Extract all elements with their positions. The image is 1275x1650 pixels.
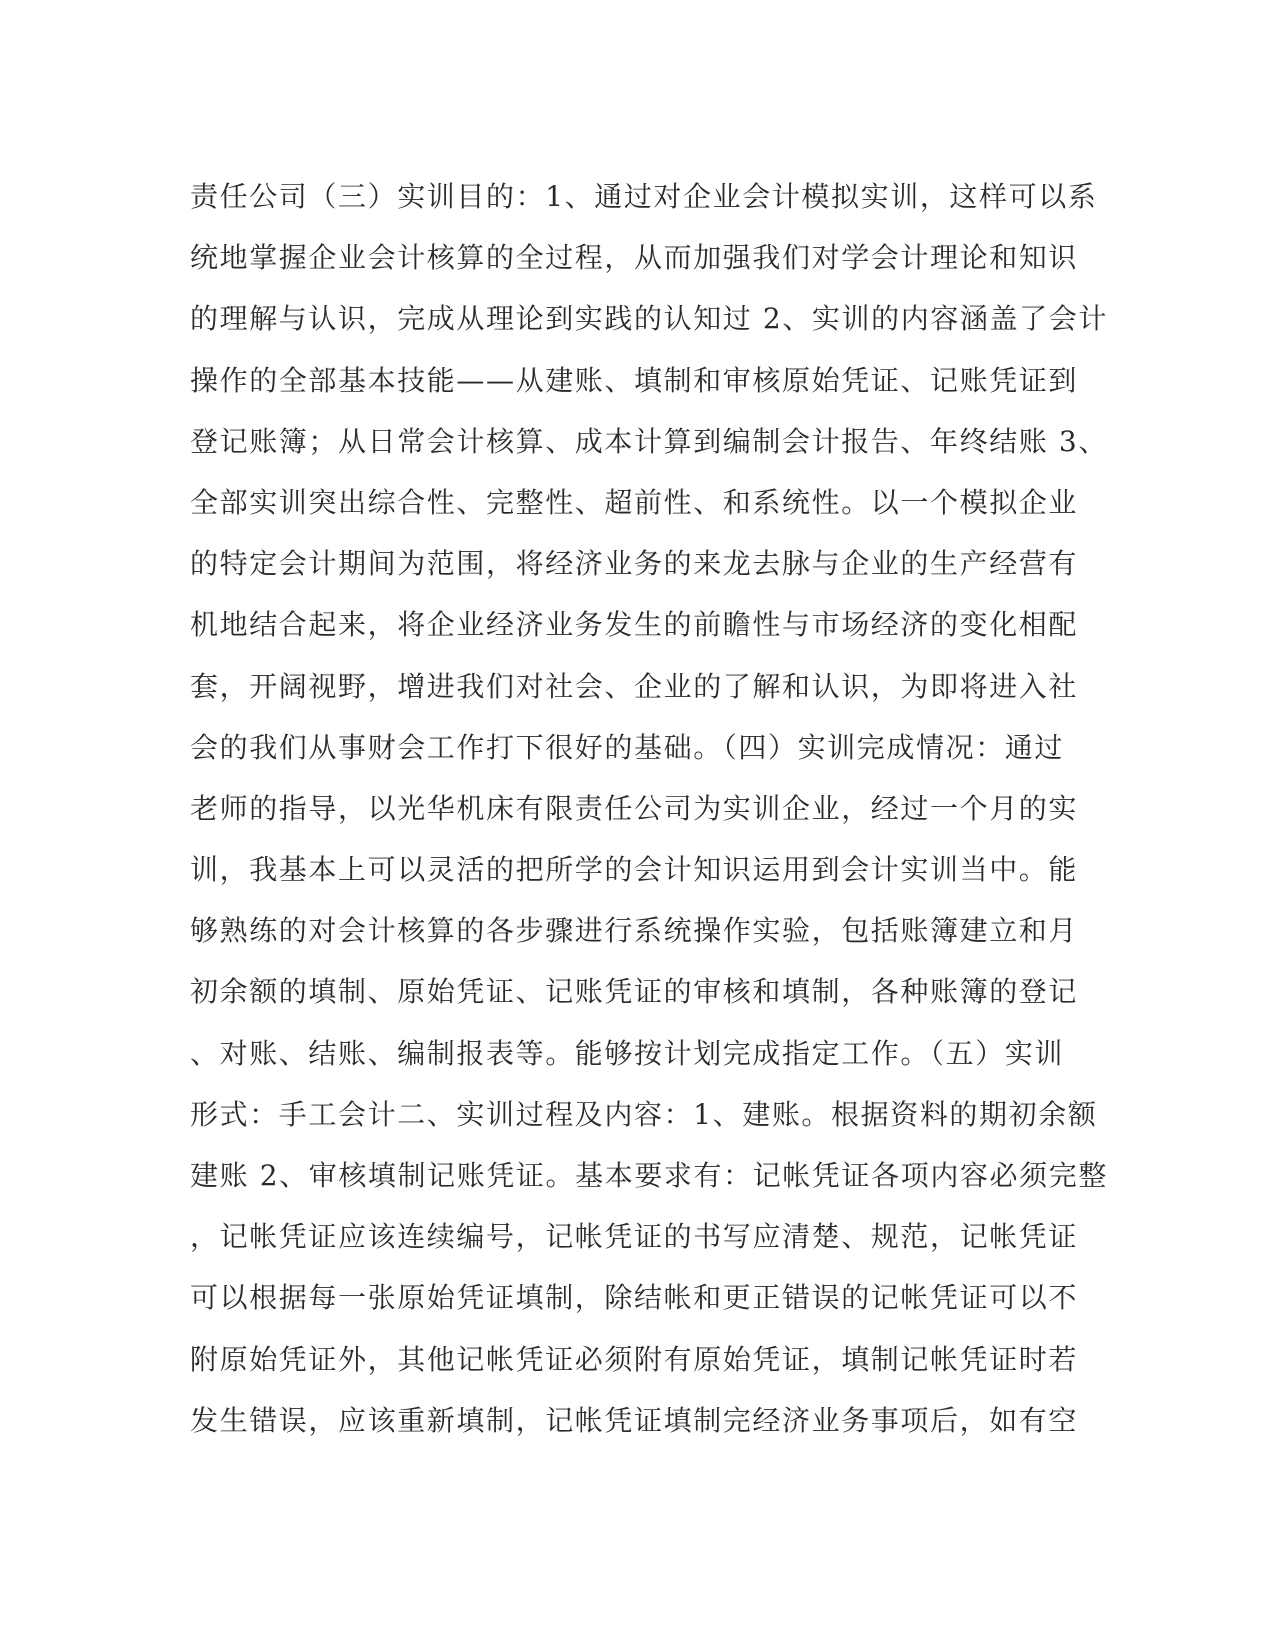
text-line: 发生错误，应该重新填制，记帐凭证填制完经济业务事项后，如有空 (190, 1403, 1079, 1437)
text-line: 套，开阔视野，增进我们对社会、企业的了解和认识，为即将进入社 (190, 669, 1079, 703)
body-text (190, 166, 1108, 1451)
text-line: 初余额的填制、原始凭证、记账凭证的审核和填制，各种账簿的登记 (190, 975, 1079, 1009)
text-line: 、对账、结账、编制报表等。能够按计划完成指定工作。（五）实训 (190, 1036, 1065, 1070)
text-line: 责任公司（三）实训目的：1、通过对企业会计模拟实训，这样可以系 (190, 180, 1098, 213)
text-line: 会的我们从事财会工作打下很好的基础。（四）实训完成情况：通过 (190, 730, 1065, 764)
text-line: 形式：手工会计二、实训过程及内容：1、建账。根据资料的期初余额 (190, 1097, 1098, 1131)
text-line: 操作的全部基本技能——从建账、填制和审核原始凭证、记账凭证到 (190, 363, 1079, 397)
text-line: 的理解与认识，完成从理论到实践的认知过 2、实训的内容涵盖了会计 (190, 302, 1108, 336)
text-line: 够熟练的对会计核算的各步骤进行系统操作实验，包括账簿建立和月 (190, 914, 1079, 948)
text-line: ，记帐凭证应该连续编号，记帐凭证的书写应清楚、规范，记帐凭证 (190, 1220, 1079, 1254)
text-line: 建账 2、审核填制记账凭证。基本要求有：记帐凭证各项内容必须完整 (190, 1159, 1108, 1192)
text-line: 训，我基本上可以灵活的把所学的会计知识运用到会计实训当中。能 (190, 853, 1079, 887)
text-line: 全部实训突出综合性、完整性、超前性、和系统性。以一个模拟企业 (190, 485, 1079, 519)
text-line: 统地掌握企业会计核算的全过程，从而加强我们对学会计理论和知识 (190, 241, 1079, 275)
text-line: 登记账簿；从日常会计核算、成本计算到编制会计报告、年终结账 3、 (190, 424, 1108, 458)
text-line: 老师的指导，以光华机床有限责任公司为实训企业，经过一个月的实 (190, 791, 1079, 825)
text-line: 机地结合起来，将企业经济业务发生的前瞻性与市场经济的变化相配 (190, 608, 1079, 642)
text-line: 的特定会计期间为范围，将经济业务的来龙去脉与企业的生产经营有 (190, 547, 1079, 581)
text-line: 附原始凭证外，其他记帐凭证必须附有原始凭证，填制记帐凭证时若 (190, 1342, 1079, 1376)
text-line: 可以根据每一张原始凭证填制，除结帐和更正错误的记帐凭证可以不 (190, 1281, 1079, 1315)
